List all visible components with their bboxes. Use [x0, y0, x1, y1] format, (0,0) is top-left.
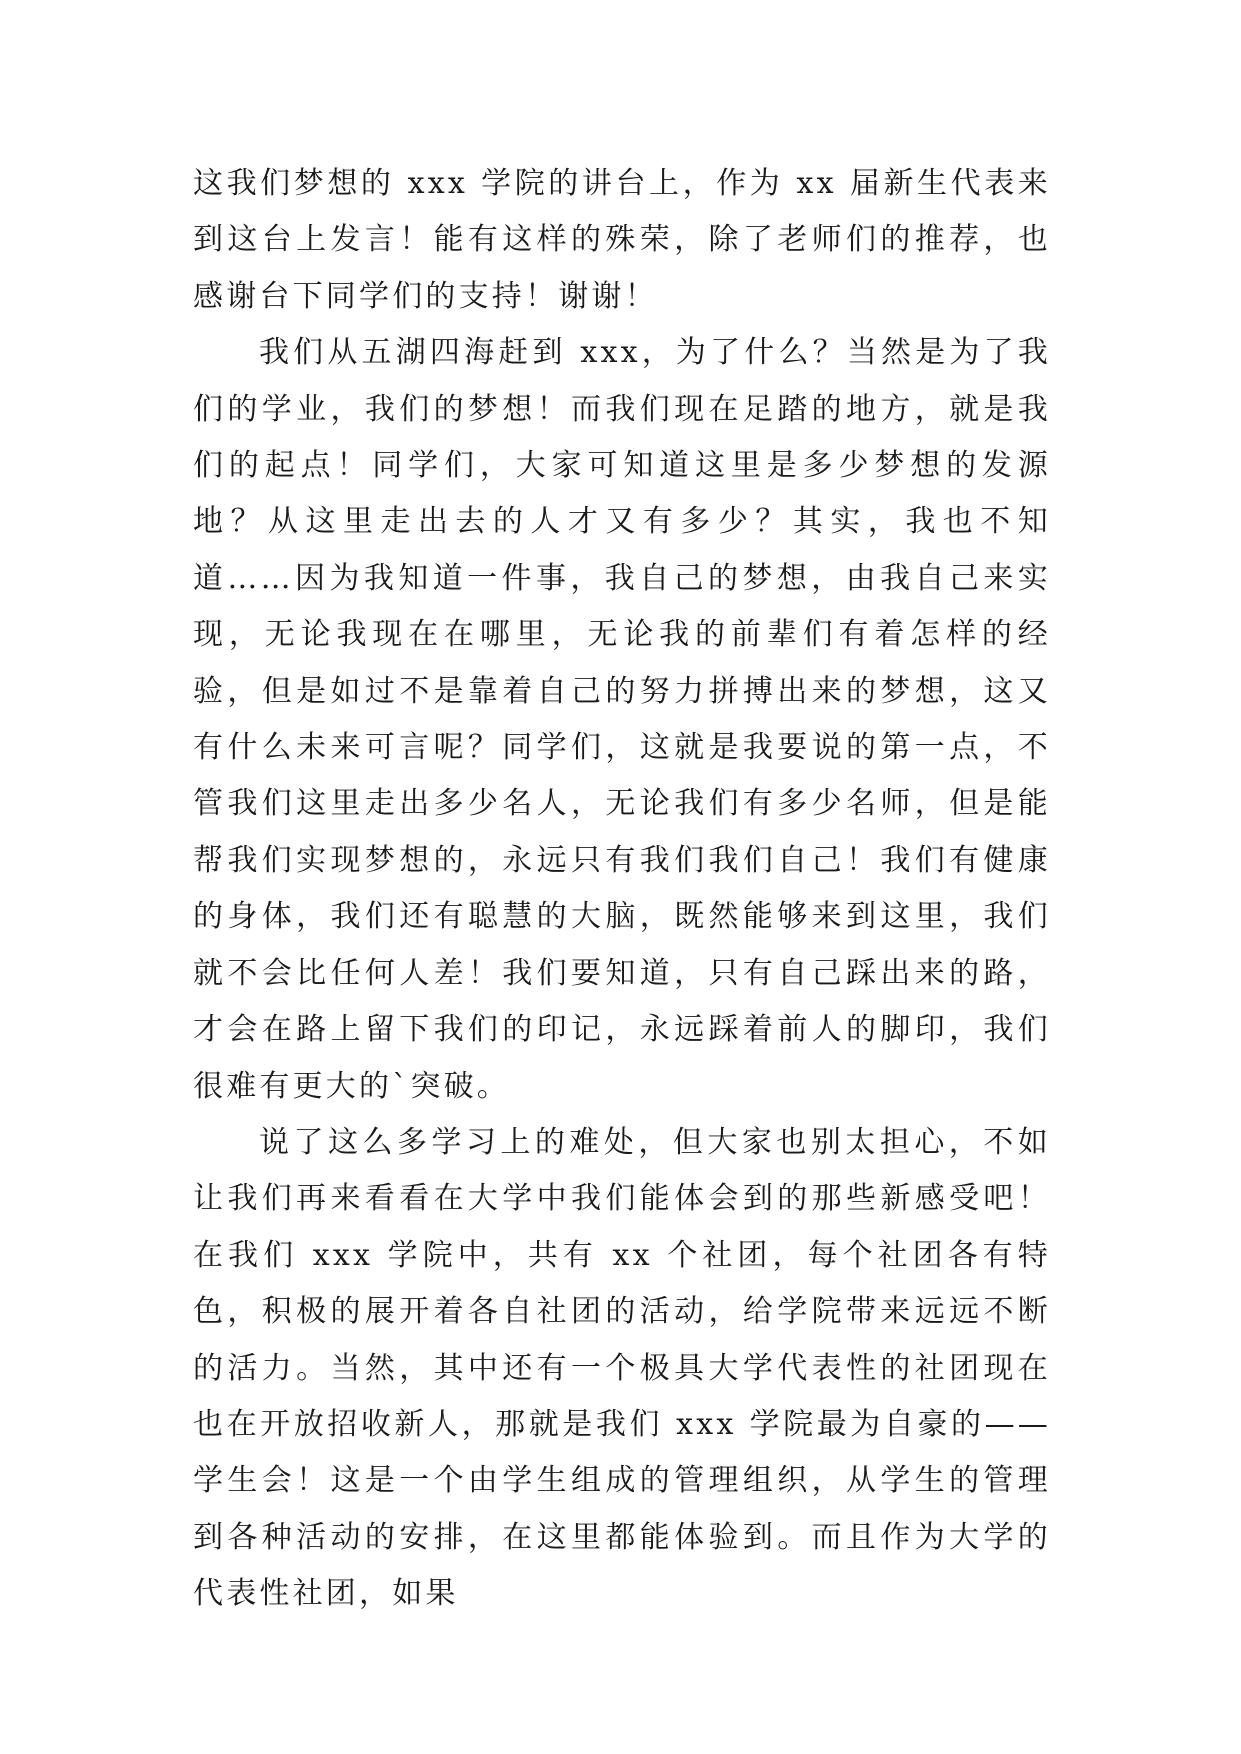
- paragraph-1: 这我们梦想的 xxx 学院的讲台上，作为 xx 届新生代表来到这台上发言！能有这样的殊荣，除了老师们的推荐，也感谢台下同学们的支持！谢谢！: [193, 166, 1051, 314]
- paragraph-3: 说了这么多学习上的难处，但大家也别太担心，不如让我们再来看看在大学中我们能体会到的那些新感受吧！在我们 xxx 学院中，共有 xx 个社团，每个社团各有特色，积极的展开着各自社团的活动，给学院带来远远不断的活力。当然，其中还有一个极具大学代表性的社团现在也在开放招收新人，那就是我们 xxx 学院最为自豪的——学生会！这是一个由学生组成的管理组织，从学生的管理到各种活动的安排，在这里都能体验到。而且作为大学的代表性社团，如果: [193, 1124, 1051, 1612]
- body-text: [193, 156, 1051, 1623]
- paragraph-2: 我们从五湖四海赶到 xxx，为了什么？当然是为了我们的学业，我们的梦想！而我们现在足踏的地方，就是我们的起点！同学们，大家可知道这里是多少梦想的发源地？从这里走出去的人才又有多少？其实，我也不知道……因为我知道一件事，我自己的梦想，由我自己来实现，无论我现在在哪里，无论我的前辈们有着怎样的经验，但是如过不是靠着自己的努力拼搏出来的梦想，这又有什么未来可言呢？同学们，这就是我要说的第一点，不管我们这里走出多少名人，无论我们有多少名师，但是能帮我们实现梦想的，永远只有我们我们自己！我们有健康的身体，我们还有聪慧的大脑，既然能够来到这里，我们就不会比任何人差！我们要知道，只有自己踩出来的路，才会在路上留下我们的印记，永远踩着前人的脚印，我们很难有更大的`突破。: [193, 335, 1051, 1104]
